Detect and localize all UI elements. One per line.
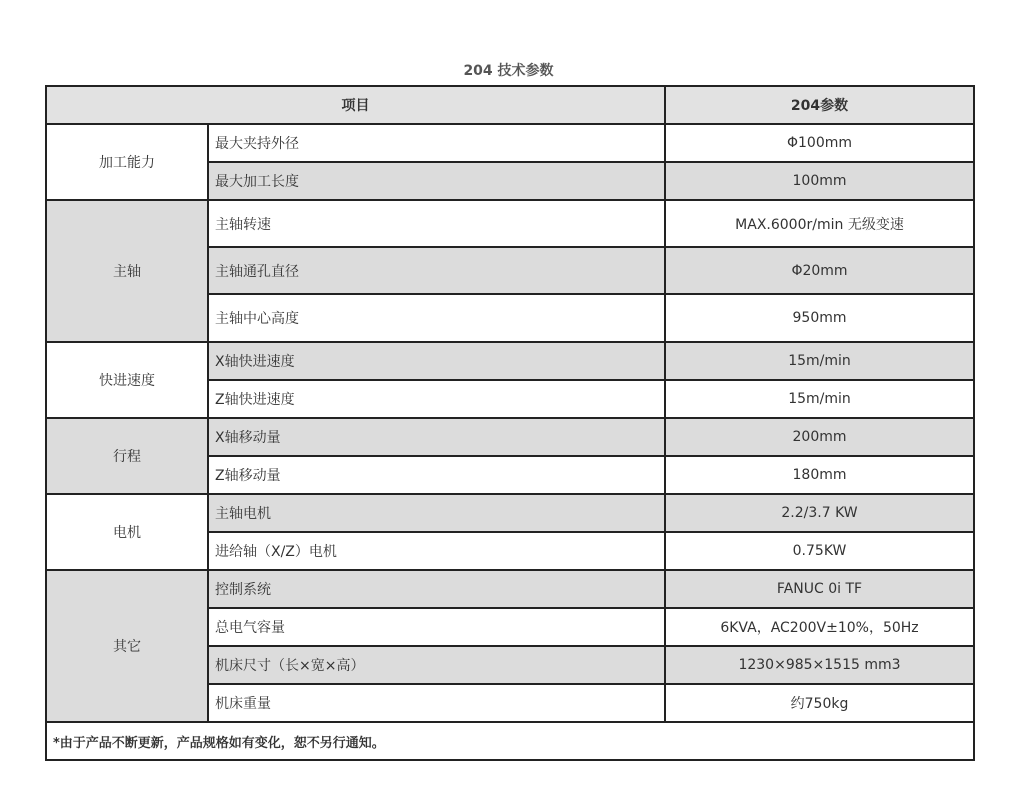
table-row: [46, 570, 974, 608]
row-value: 950mm: [665, 294, 974, 342]
row-item: 机床尺寸（长×宽×高）: [208, 646, 665, 684]
row-value: 15m/min: [665, 380, 974, 418]
row-value: 15m/min: [665, 342, 974, 380]
group-label: 加工能力: [46, 124, 208, 200]
table-row: [46, 494, 974, 532]
table-row: [46, 124, 974, 162]
row-value: 6KVA，AC200V±10%，50Hz: [665, 608, 974, 646]
row-value: Φ20mm: [665, 247, 974, 294]
row-value: 0.75KW: [665, 532, 974, 570]
row-item: 最大加工长度: [208, 162, 665, 200]
header-item: 项目: [46, 86, 665, 124]
row-item: X轴移动量: [208, 418, 665, 456]
row-item: 控制系统: [208, 570, 665, 608]
row-value: 100mm: [665, 162, 974, 200]
row-item: 总电气容量: [208, 608, 665, 646]
row-value: 2.2/3.7 KW: [665, 494, 974, 532]
group-label: 快进速度: [46, 342, 208, 418]
row-item: 主轴中心高度: [208, 294, 665, 342]
table-row: [46, 200, 974, 247]
row-item: 机床重量: [208, 684, 665, 722]
footnote: *由于产品不断更新，产品规格如有变化，恕不另行通知。: [46, 722, 974, 760]
row-value: 约750kg: [665, 684, 974, 722]
row-value: 1230×985×1515 mm3: [665, 646, 974, 684]
row-value: MAX.6000r/min 无级变速: [665, 200, 974, 247]
row-value: 200mm: [665, 418, 974, 456]
row-value: FANUC 0i TF: [665, 570, 974, 608]
row-value: Φ100mm: [665, 124, 974, 162]
group-label: 主轴: [46, 200, 208, 342]
row-item: 主轴转速: [208, 200, 665, 247]
row-value: 180mm: [665, 456, 974, 494]
table-row: [46, 418, 974, 456]
row-item: 主轴通孔直径: [208, 247, 665, 294]
row-item: Z轴移动量: [208, 456, 665, 494]
row-item: 最大夹持外径: [208, 124, 665, 162]
group-label: 电机: [46, 494, 208, 570]
row-item: Z轴快进速度: [208, 380, 665, 418]
footnote-row: [46, 722, 974, 760]
group-label: 行程: [46, 418, 208, 494]
row-item: X轴快进速度: [208, 342, 665, 380]
row-item: 进给轴（X/Z）电机: [208, 532, 665, 570]
table-row: [46, 342, 974, 380]
header-value: 204参数: [665, 86, 974, 124]
header-row: [46, 86, 974, 124]
spec-table: [45, 85, 975, 761]
table-caption: 204 技术参数: [463, 63, 554, 79]
row-item: 主轴电机: [208, 494, 665, 532]
group-label: 其它: [46, 570, 208, 722]
